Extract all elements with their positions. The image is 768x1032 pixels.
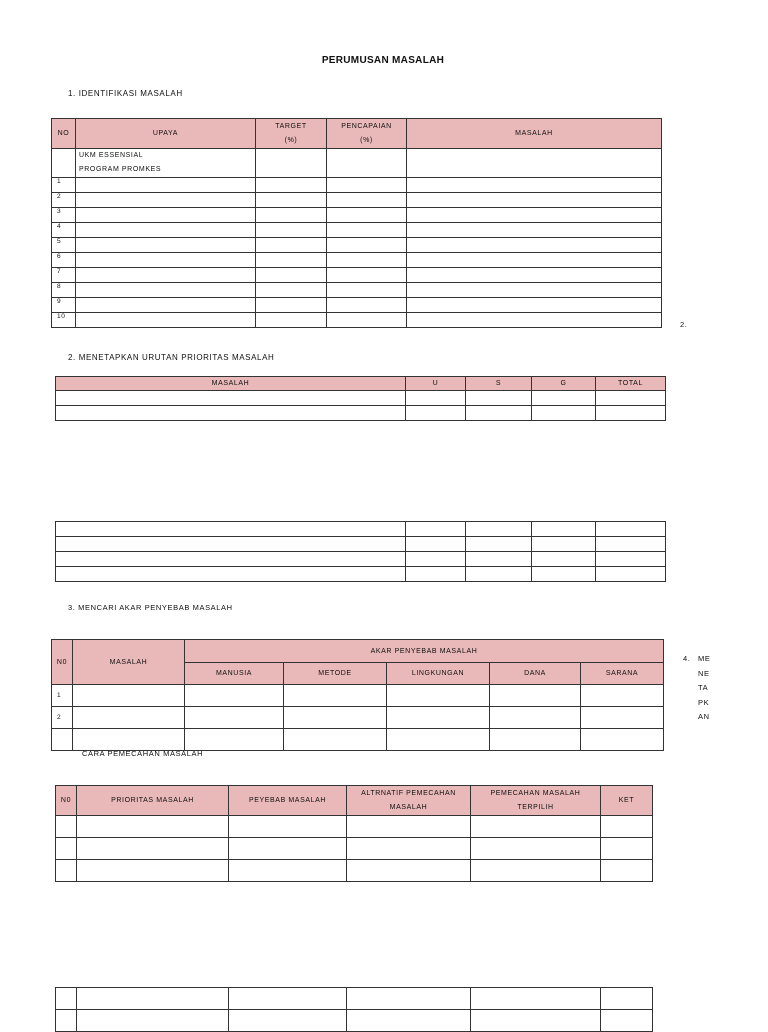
row-number: 10 (52, 313, 76, 328)
row-number: 5 (52, 238, 76, 253)
akar-penyebab-table (51, 639, 664, 751)
section-2-heading: 2. MENETAPKAN URUTAN PRIORITAS MASALAH (68, 353, 275, 362)
table-row (56, 391, 666, 406)
table-row (56, 838, 653, 860)
col-header-manusia: MANUSIA (185, 663, 284, 685)
col-header-alternatif: ALTRNATIF PEMECAHAN MASALAH (347, 786, 471, 816)
table-row (52, 313, 662, 328)
prioritas-masalah-table (55, 376, 666, 421)
section-1-heading: 1. IDENTIFIKASI MASALAH (68, 89, 183, 98)
row-number: 7 (52, 268, 76, 283)
table-row (52, 685, 664, 707)
table-header-row (52, 640, 664, 663)
row-number (52, 729, 73, 751)
col-header-masalah: MASALAH (56, 377, 406, 391)
col-header-u: U (406, 377, 466, 391)
table-row (56, 816, 653, 838)
side-note-line: AN (698, 712, 710, 721)
col-header-target: TARGET (%) (256, 119, 327, 149)
page-title: PERUMUSAN MASALAH (321, 55, 445, 66)
section-3-heading: 3. MENCARI AKAR PENYEBAB MASALAH (68, 603, 233, 612)
pemecahan-masalah-table (55, 785, 653, 882)
row-number: 1 (52, 685, 73, 707)
col-header-penyebab: PEYEBAB MASALAH (229, 786, 347, 816)
col-header-masalah: MASALAH (73, 640, 185, 685)
side-note-line: NE (698, 668, 710, 678)
prioritas-masalah-table-continued (55, 521, 666, 582)
table-row (52, 208, 662, 223)
table-row (52, 149, 662, 178)
table-header-row (56, 377, 666, 391)
table-row (52, 253, 662, 268)
side-note-4-text (698, 652, 710, 725)
side-note-line: ME (698, 654, 711, 663)
col-header-dana: DANA (490, 663, 581, 685)
side-note-2: 2. (680, 320, 688, 329)
row-number: 1 (52, 178, 76, 193)
table-row (56, 522, 666, 537)
side-note-4-number: 4. (683, 654, 691, 663)
col-header-no: N0 (52, 640, 73, 685)
col-header-masalah: MASALAH (407, 119, 662, 149)
col-header-prioritas: PRIORITAS MASALAH (77, 786, 229, 816)
row-number: 8 (52, 283, 76, 298)
table-row (52, 268, 662, 283)
ukm-essensial-cell: UKM ESSENSIAL PROGRAM PROMKES (76, 149, 256, 178)
col-header-upaya: UPAYA (76, 119, 256, 149)
pemecahan-masalah-table-continued (55, 987, 653, 1032)
col-header-no: N0 (56, 786, 77, 816)
table-row (56, 567, 666, 582)
table-row (52, 238, 662, 253)
col-header-ket: KET (601, 786, 653, 816)
col-header-total: TOTAL (596, 377, 666, 391)
table-header-row (52, 119, 662, 149)
table-row (56, 988, 653, 1010)
col-header-sarana: SARANA (581, 663, 664, 685)
section-4-heading: CARA PEMECAHAN MASALAH (82, 749, 204, 758)
side-note-line: TA (698, 683, 709, 692)
table-row (56, 406, 666, 421)
col-header-akar-penyebab: AKAR PENYEBAB MASALAH (185, 640, 664, 663)
row-number: 4 (52, 223, 76, 238)
col-header-g: G (532, 377, 596, 391)
table-row (52, 283, 662, 298)
col-header-lingkungan: LINGKUNGAN (387, 663, 490, 685)
col-header-s: S (466, 377, 532, 391)
row-number: 2 (52, 193, 76, 208)
table-row (52, 193, 662, 208)
col-header-terpilih: PEMECAHAN MASALAH TERPILIH (471, 786, 601, 816)
side-note-line: PK (698, 697, 710, 707)
col-header-pencapaian: PENCAPAIAN (%) (327, 119, 407, 149)
table-row (52, 178, 662, 193)
col-header-metode: METODE (284, 663, 387, 685)
table-header-row (56, 786, 653, 816)
table-row (56, 860, 653, 882)
table-row (56, 537, 666, 552)
row-number: 9 (52, 298, 76, 313)
table-row (52, 729, 664, 751)
table-row (52, 298, 662, 313)
table-row (56, 552, 666, 567)
row-number: 3 (52, 208, 76, 223)
row-number: 6 (52, 253, 76, 268)
table-row (52, 707, 664, 729)
col-header-no: NO (52, 119, 76, 149)
table-row (52, 223, 662, 238)
row-number: 2 (52, 707, 73, 729)
identifikasi-masalah-table (51, 118, 662, 328)
table-row (56, 1010, 653, 1032)
